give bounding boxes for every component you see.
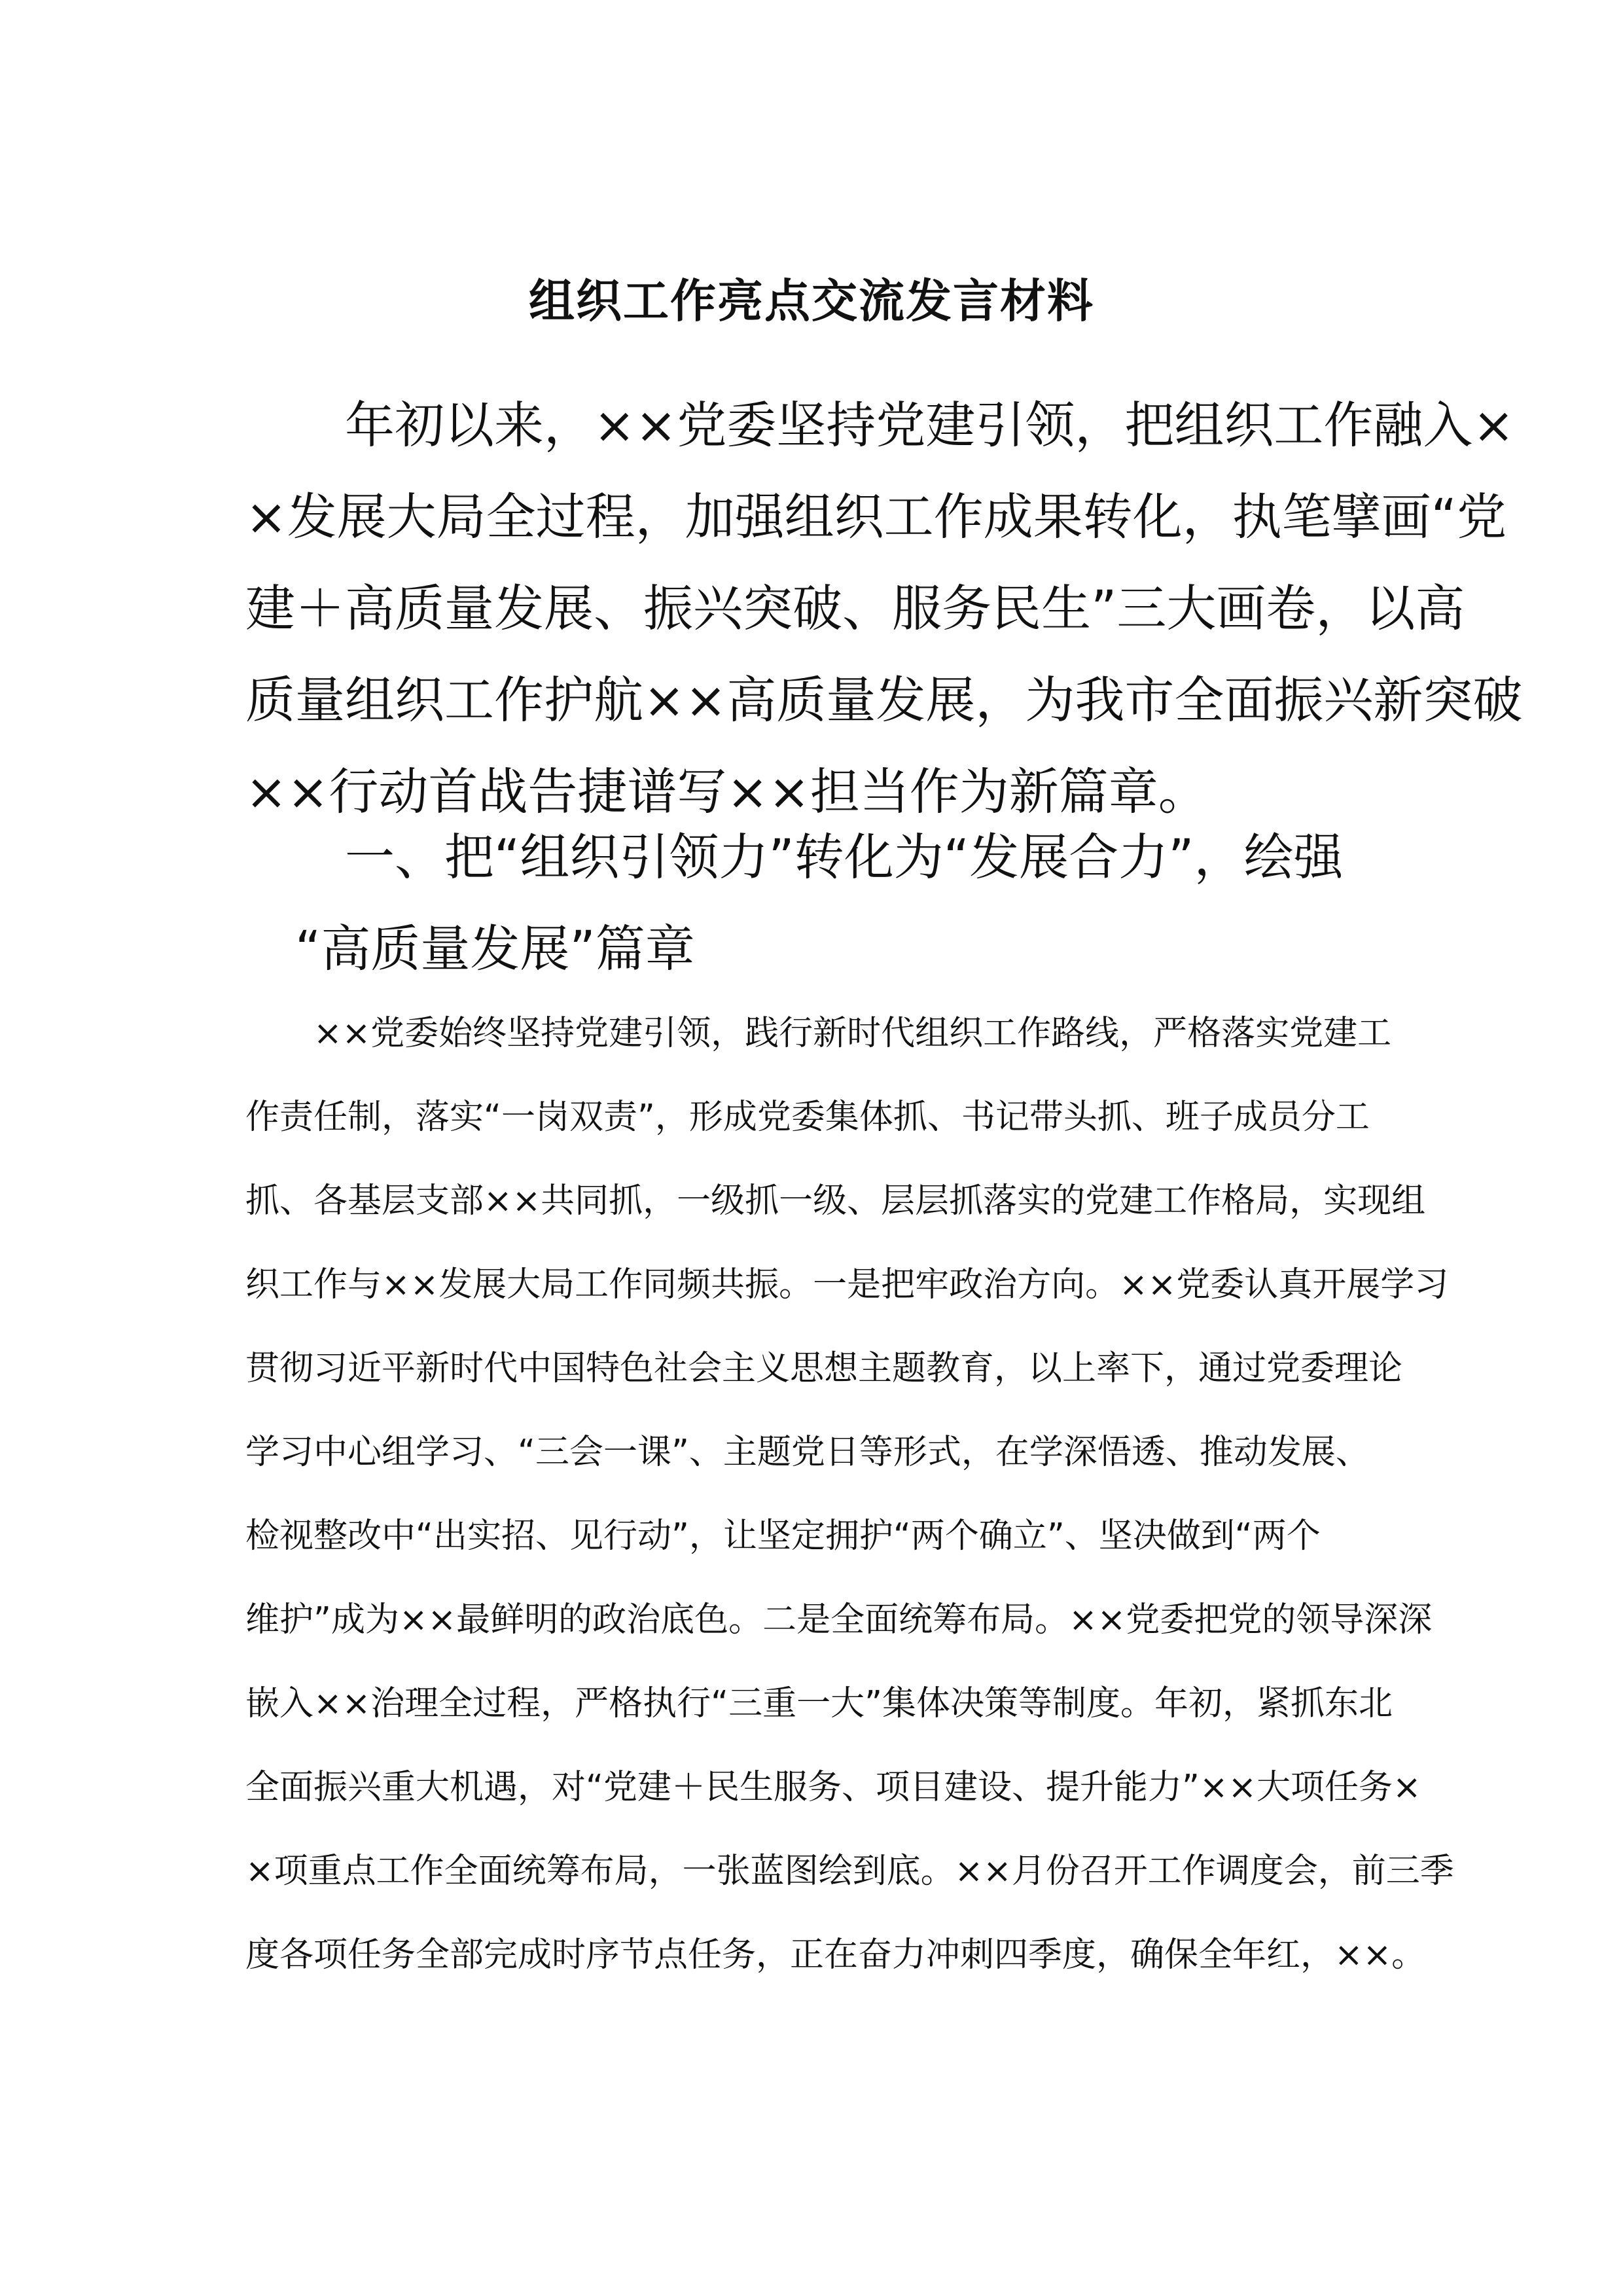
body-line: 贯彻习近平新时代中国特色社会主义思想主题教育，以上率下，通过党委理论: [245, 1349, 1403, 1388]
body-line: 嵌入××治理全过程，严格执行“三重一大”集体决策等制度。年初，紧抓东北: [245, 1684, 1393, 1723]
body-line: 全面振兴重大机遇，对“党建＋民生服务、项目建设、提升能力”××大项任务×: [245, 1768, 1421, 1807]
lead-line: ××行动首战告捷谱写××担当作为新篇章。: [245, 762, 1208, 821]
body-line: 作责任制，落实“一岗双责”，形成党委集体抓、书记带头抓、班子成员分工: [245, 1098, 1370, 1137]
body-line: 学习中心组学习、“三会一课”、主题党日等形式，在学深悟透、推动发展、: [245, 1433, 1370, 1472]
body-line: 维护”成为××最鲜明的政治底色。二是全面统筹布局。××党委把党的领导深深: [245, 1600, 1433, 1640]
lead-line: 年初以来，××党委坚持党建引领，把组织工作融入×: [245, 396, 1515, 454]
section-heading: [245, 812, 1384, 995]
body-line: 度各项任务全部完成时序节点任务，正在奋力冲刺四季度，确保全年红，××。: [245, 1935, 1426, 1975]
document-title: 组织工作亮点交流发言材料: [529, 274, 1094, 328]
body-line: 检视整改中“出实招、见行动”，让坚定拥护“两个确立”、坚决做到“两个: [245, 1516, 1321, 1556]
lead-line: ×发展大局全过程，加强组织工作成果转化，执笔擘画“党: [245, 488, 1507, 546]
body-line: 织工作与××发展大局工作同频共振。一是把牢政治方向。××党委认真开展学习: [245, 1265, 1449, 1304]
lead-line: 质量组织工作护航××高质量发展，为我市全面振兴新突破: [245, 671, 1523, 729]
body-paragraph: [245, 992, 1454, 1997]
body-line: ××党委始终坚持党建引领，践行新时代组织工作路线，严格落实党建工: [245, 1014, 1392, 1053]
heading-line: “高质量发展”篇章: [245, 920, 695, 978]
body-line: ×项重点工作全面统筹布局，一张蓝图绘到底。××月份召开工作调度会，前三季: [245, 1852, 1454, 1891]
lead-paragraph: [245, 380, 1523, 838]
lead-line: 建＋高质量发展、振兴突破、服务民生”三大画卷，以高: [245, 579, 1465, 637]
body-line: 抓、各基层支部××共同抓，一级抓一级、层层抓落实的党建工作格局，实现组: [245, 1181, 1426, 1221]
heading-line: 一、把“组织引领力”转化为“发展合力”，绘强: [245, 828, 1344, 886]
